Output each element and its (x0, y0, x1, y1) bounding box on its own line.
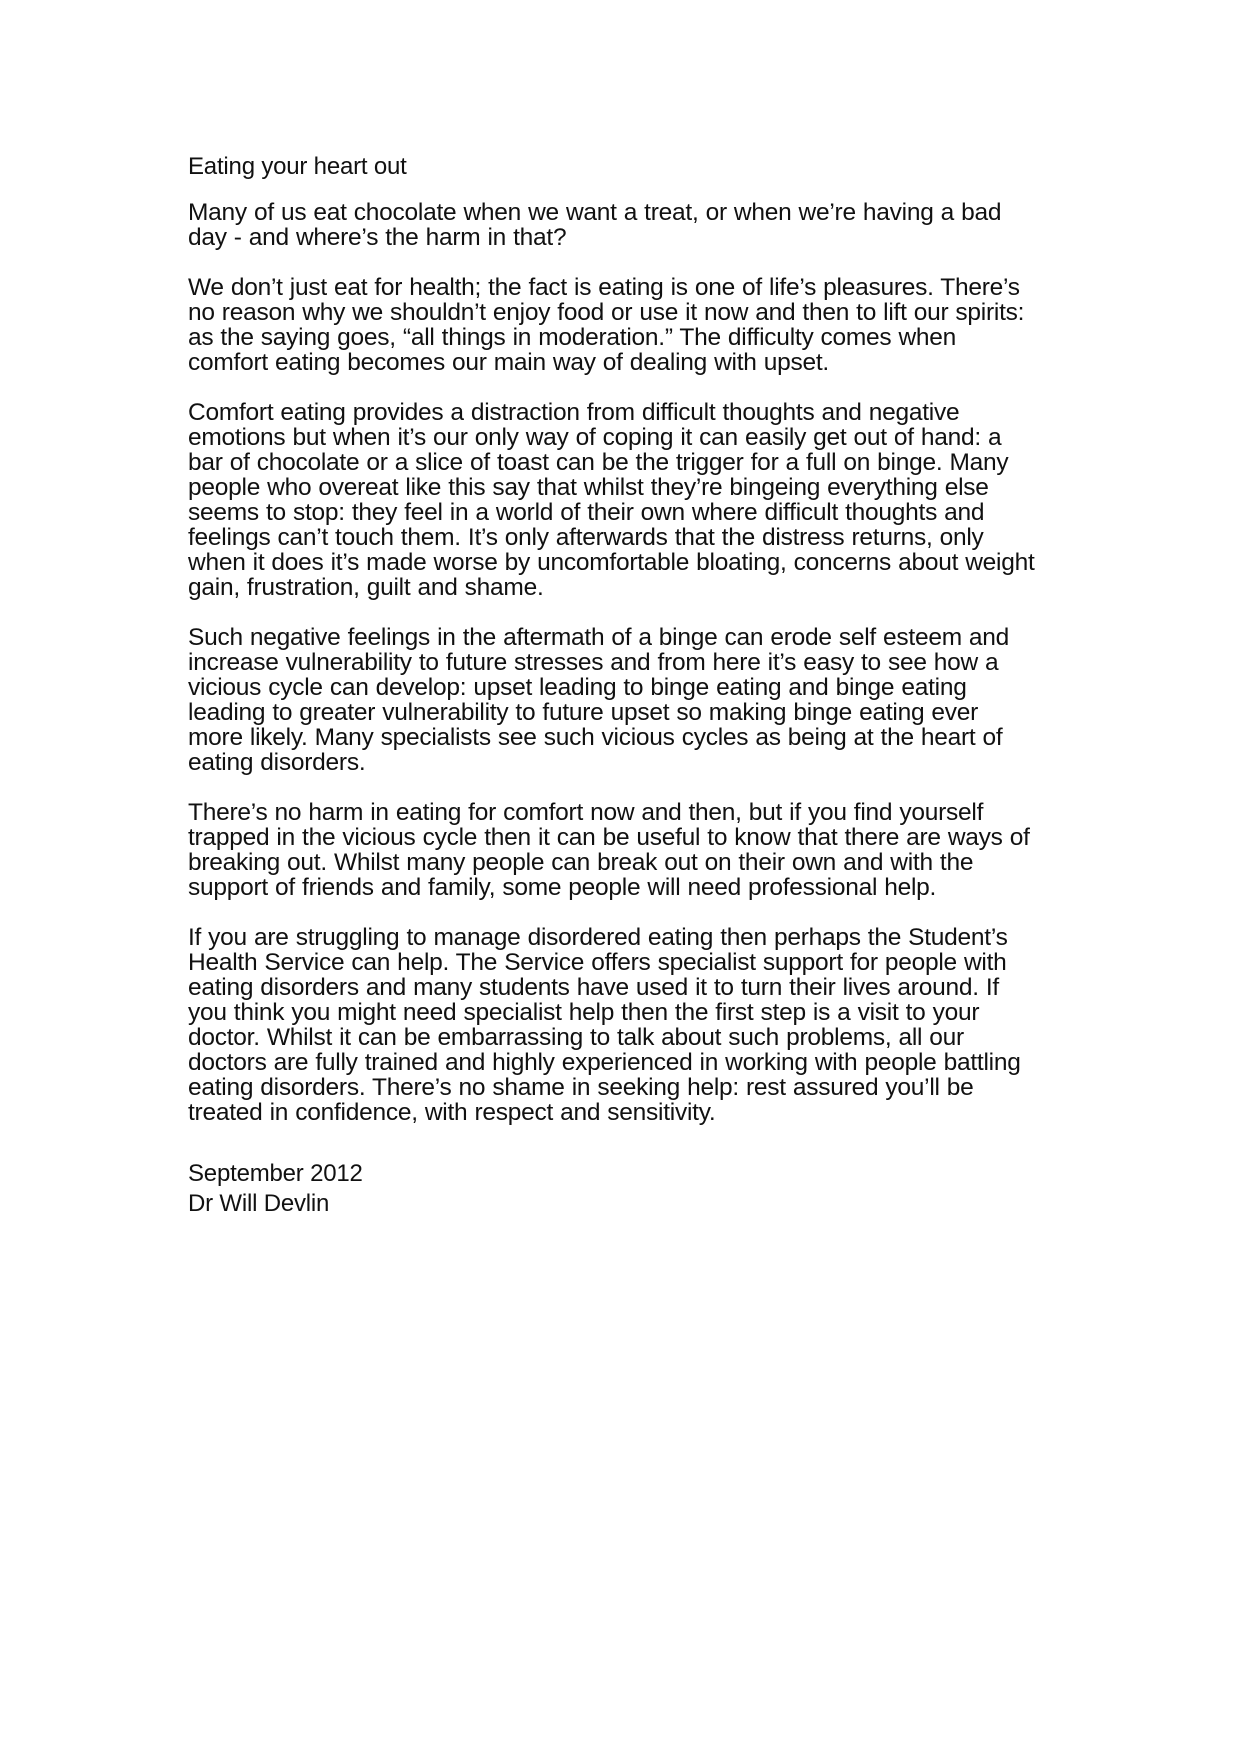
paragraph-health-service: If you are struggling to manage disordered eating then perhaps the Student’s Health Service can help. The Service offers specialist support for people with eating disorders and many students have used it to turn their lives around. If you think you might need specialist help then the first step is a visit to your doctor. Whilst it can be embarrassing to talk about such problems, all our doctors are fully trained and highly experienced in working with people battling eating disorders. There’s no shame in seeking help: rest assured you’ll be treated in confidence, with respect and sensitivity. (188, 924, 1021, 1126)
document-author: Dr Will Devlin (188, 1190, 330, 1217)
document-date: September 2012 (188, 1160, 363, 1187)
paragraph-intro: Many of us eat chocolate when we want a treat, or when we’re having a bad day - and where’s the harm in that? (188, 199, 1002, 251)
paragraph-eating-for-health: We don’t just eat for health; the fact is eating is one of life’s pleasures. There’s no reason why we shouldn’t enjoy food or use it now and then to lift our spirits: as the saying goes, “all things in moderation.” The difficulty comes when comfort eating becomes our main way of dealing with upset. (188, 274, 1025, 376)
paragraph-comfort-eating: Comfort eating provides a distraction from difficult thoughts and negative emotions but when it’s our only way of coping it can easily get out of hand: a bar of chocolate or a slice of toast can be the trigger for a full on binge. Many people who overeat like this say that whilst they’re bingeing everything else seems to stop: they feel in a world of their own where difficult thoughts and feelings can’t touch them. It’s only afterwards that the distress returns, only when it does it’s made worse by uncomfortable bloating, concerns about weight gain, frustration, guilt and shame. (188, 399, 1035, 601)
paragraph-vicious-cycle: Such negative feelings in the aftermath of a binge can erode self esteem and increase vulnerability to future stresses and from here it’s easy to see how a vicious cycle can develop: upset leading to binge eating and binge eating leading to greater vulnerability to future upset so making binge eating ever more likely. Many specialists see such vicious cycles as being at the heart of eating disorders. (188, 624, 1010, 776)
document-title: Eating your heart out (188, 153, 407, 180)
document-page (188, 150, 1038, 1219)
paragraph-breaking-out: There’s no harm in eating for comfort now and then, but if you find yourself trapped in the vicious cycle then it can be useful to know that there are ways of breaking out. Whilst many people can break out on their own and with the support of friends and family, some people will need professional help. (188, 799, 1030, 901)
signature-block (188, 1159, 1038, 1219)
